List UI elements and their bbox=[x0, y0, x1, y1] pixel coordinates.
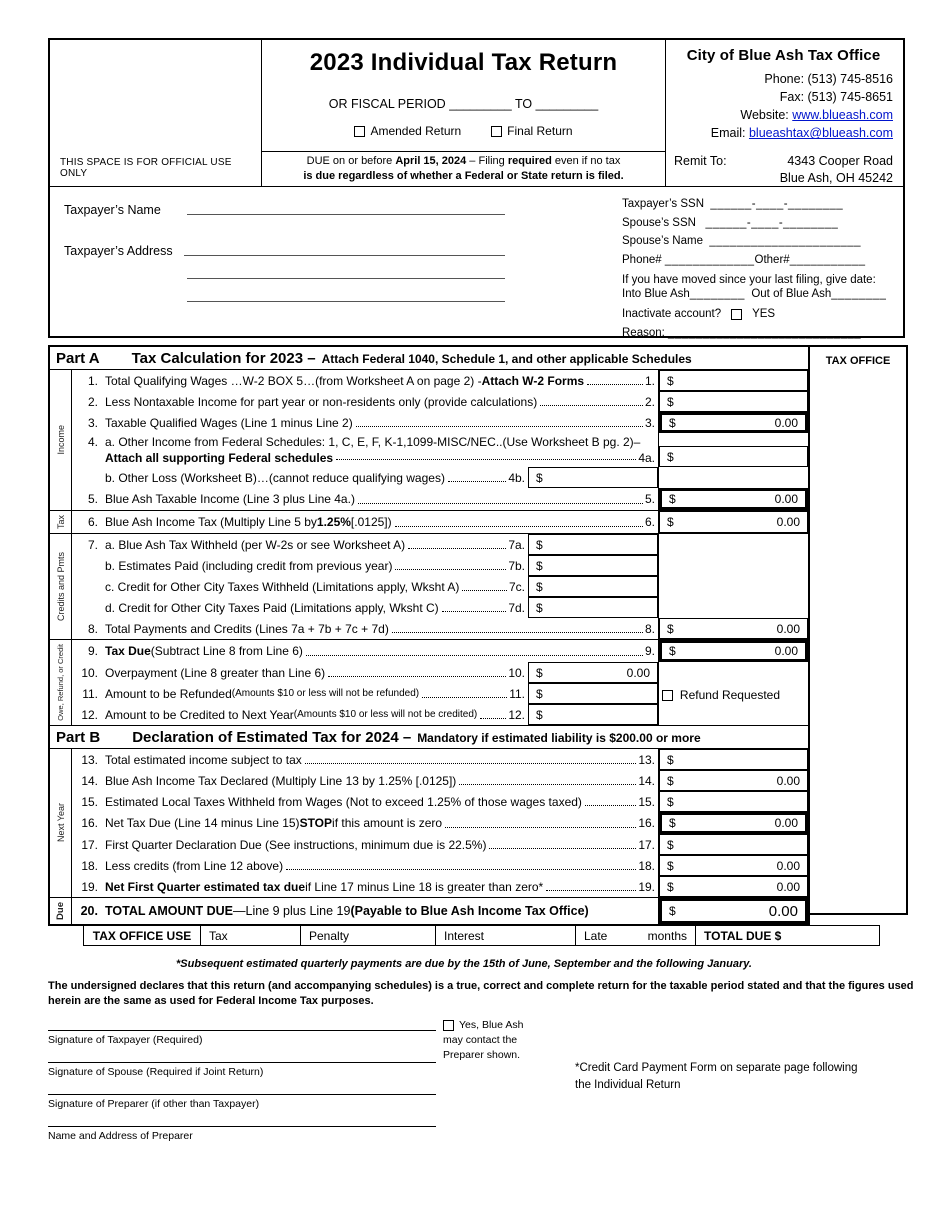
dotted-leader bbox=[286, 869, 636, 870]
dotted-leader bbox=[306, 655, 643, 656]
line-7d-amount-field[interactable] bbox=[528, 597, 658, 618]
line-7a-amount-field[interactable] bbox=[528, 534, 658, 555]
dotted-leader bbox=[459, 784, 636, 785]
form-title: 2023 Individual Tax Return bbox=[309, 49, 618, 76]
credits-group bbox=[50, 534, 808, 640]
line-3-amount-field[interactable]: $ 0.00 bbox=[659, 412, 808, 433]
line-19-row: 19. Net First Quarter estimated tax due if Line 17 minus Line 18 is greater than zero* 19. $ 0.00 bbox=[72, 876, 808, 897]
form-header-box bbox=[48, 38, 905, 338]
preparer-name-address-label: Name and Address of Preparer bbox=[48, 1130, 193, 1142]
quarterly-payment-footnote: *Subsequent estimated quarterly payments are due by the 15th of June, September and the following January. bbox=[175, 958, 752, 970]
dollar-sign: $ bbox=[667, 373, 674, 388]
part-a-header: Part A Tax Calculation for 2023 – Attach Federal 1040, Schedule 1, and other applicable Schedules bbox=[50, 347, 808, 370]
line-8-row: 8. Total Payments and Credits (Lines 7a + 7b + 7c + 7d) 8. $ 0.00 bbox=[72, 618, 808, 639]
line-6-row: 6. Blue Ash Income Tax (Multiply Line 5 by 1.25% [.0125]) 6. $ 0.00 bbox=[72, 511, 808, 533]
dotted-leader bbox=[587, 384, 643, 385]
line-5-row: 5. Blue Ash Taxable Income (Line 3 plus Line 4a.) 5. $ 0.00 bbox=[72, 488, 808, 510]
dollar-sign: $ bbox=[667, 752, 674, 767]
phone-line: Phone# _____________Other#___________ bbox=[622, 253, 866, 266]
tax-office-use-table bbox=[83, 925, 880, 946]
next-year-group bbox=[50, 749, 808, 898]
line-4a-amount-field[interactable] bbox=[659, 446, 808, 467]
taxpayer-name-field[interactable] bbox=[187, 201, 505, 215]
credits-rail-label: Credits and Pmts bbox=[50, 534, 72, 639]
signature-taxpayer-line[interactable] bbox=[48, 1030, 436, 1046]
dotted-leader bbox=[462, 590, 507, 591]
spouse-ssn-line: Spouse’s SSN ______-____-________ bbox=[622, 216, 839, 229]
dollar-sign: $ bbox=[536, 686, 543, 701]
line-2-row: 2. Less Nontaxable Income for part year or non-residents only (provide calculations) 2. $ bbox=[72, 391, 808, 412]
line-7a-row: 7. a. Blue Ash Tax Withheld (per W-2s or see Worksheet A) 7a. $ bbox=[72, 534, 808, 555]
due-group bbox=[50, 898, 808, 924]
final-return-label: Final Return bbox=[507, 124, 573, 138]
header-title-cell bbox=[262, 40, 666, 186]
amended-return-checkbox[interactable] bbox=[354, 126, 365, 137]
fiscal-start-blank[interactable]: _________ bbox=[449, 97, 512, 111]
dotted-leader bbox=[442, 611, 507, 612]
dollar-sign: $ bbox=[667, 394, 674, 409]
line-16-amount-field[interactable]: $ 0.00 bbox=[659, 812, 808, 834]
line-10-row: 10. Overpayment (Line 8 greater than Line 6) 10. $ 0.00 bbox=[72, 662, 808, 683]
signature-spouse-label: Signature of Spouse (Required if Joint Return) bbox=[48, 1066, 264, 1078]
interest-cell[interactable]: Interest bbox=[436, 926, 576, 945]
office-website-line: Website: www.blueash.com bbox=[740, 108, 893, 123]
dotted-leader bbox=[395, 569, 506, 570]
line-17-row: 17. First Quarter Declaration Due (See instructions, minimum due is 22.5%) 17. $ bbox=[72, 834, 808, 855]
line-10-amount-field[interactable]: $ 0.00 bbox=[528, 662, 658, 683]
preparer-name-address-line[interactable] bbox=[48, 1126, 436, 1142]
final-return-option bbox=[491, 124, 572, 138]
line-7c-amount-field[interactable] bbox=[528, 576, 658, 597]
dotted-leader bbox=[546, 890, 636, 891]
taxpayer-ssn-line: Taxpayer’s SSN ______-____-________ bbox=[622, 198, 844, 210]
dollar-sign: $ bbox=[536, 558, 543, 573]
dollar-sign: $ bbox=[669, 415, 676, 430]
line-3-row: 3. Taxable Qualified Wages (Line 1 minus Line 2) 3. $ 0.00 bbox=[72, 412, 808, 433]
dotted-leader bbox=[356, 426, 643, 427]
spouse-name-field[interactable]: ______________________ bbox=[709, 235, 862, 248]
late-months-cell[interactable]: Late months bbox=[576, 926, 696, 945]
dollar-sign: $ bbox=[669, 816, 676, 830]
moved-note: If you have moved since your last filing, give date: Into Blue Ash________ Out of Blue Ash________ bbox=[622, 273, 887, 300]
income-group bbox=[50, 370, 808, 511]
final-return-checkbox[interactable] bbox=[491, 126, 502, 137]
dollar-sign: $ bbox=[667, 621, 674, 636]
dollar-sign: $ bbox=[536, 707, 543, 722]
line-1-row: 1. Total Qualifying Wages …W-2 BOX 5…(from Worksheet A on page 2) - Attach W-2 Forms 1. $ bbox=[72, 370, 808, 391]
dollar-sign: $ bbox=[667, 773, 674, 788]
tax-office-column bbox=[810, 345, 908, 915]
line-13-amount-field[interactable] bbox=[659, 749, 808, 770]
due-rail-label: Due bbox=[50, 898, 72, 924]
dollar-sign: $ bbox=[667, 858, 674, 873]
line-4b-amount-field[interactable] bbox=[528, 467, 658, 488]
line-14-amount-field[interactable]: $ 0.00 bbox=[659, 770, 808, 791]
signature-preparer-label: Signature of Preparer (if other than Taxpayer) bbox=[48, 1098, 260, 1110]
tax-calculation-box bbox=[48, 345, 810, 926]
income-rail-label: Income bbox=[50, 370, 72, 510]
taxpayer-address-field-3[interactable] bbox=[187, 288, 505, 302]
tax-group bbox=[50, 511, 808, 534]
dollar-sign: $ bbox=[669, 904, 676, 918]
line-6-amount-field[interactable]: $ 0.00 bbox=[659, 511, 808, 533]
line-19-amount-field[interactable]: $ 0.00 bbox=[659, 876, 808, 897]
tax-rail-label: Tax bbox=[50, 511, 72, 533]
part-b-header: Part B Declaration of Estimated Tax for 2024 – Mandatory if estimated liability is $200.00 or more bbox=[50, 726, 808, 749]
dotted-leader bbox=[489, 848, 636, 849]
office-name: City of Blue Ash Tax Office bbox=[686, 47, 881, 64]
line-18-amount-field[interactable]: $ 0.00 bbox=[659, 855, 808, 876]
taxpayer-address-field-1[interactable] bbox=[184, 242, 505, 256]
moved-out-field[interactable]: ________ bbox=[831, 287, 887, 300]
dollar-sign: $ bbox=[536, 600, 543, 615]
dotted-leader bbox=[480, 718, 506, 719]
line-2-amount-field[interactable] bbox=[659, 391, 808, 412]
line-4a-row: 4. a. Other Income from Federal Schedules: 1, C, E, F, K-1,1099-MISC/NEC..(Use Worksheet B pg. 2)– Attach all supporting Federal schedules 4a. $ bbox=[72, 433, 808, 467]
line-16-row: 16. Net Tax Due (Line 14 minus Line 15) STOP if this amount is zero 16. $ 0.00 bbox=[72, 812, 808, 834]
dotted-leader bbox=[585, 805, 636, 806]
taxpayer-right-block bbox=[622, 195, 898, 343]
dollar-sign: $ bbox=[669, 644, 676, 658]
dollar-sign: $ bbox=[536, 665, 543, 680]
remit-label: Remit To: bbox=[674, 153, 727, 168]
taxpayer-address-field-2[interactable] bbox=[187, 265, 505, 279]
line-14-row: 14. Blue Ash Income Tax Declared (Multiply Line 13 by 1.25% [.0125]) 14. $ 0.00 bbox=[72, 770, 808, 791]
office-fax: Fax: (513) 745-8651 bbox=[779, 90, 893, 105]
header-top-row bbox=[50, 40, 903, 187]
remit-address: 4343 Cooper Road Blue Ash, OH 45242 bbox=[779, 153, 893, 185]
preparer-contact-consent: Yes, Blue Ash may contact the Preparer shown. bbox=[443, 1019, 524, 1062]
dollar-sign: $ bbox=[667, 879, 674, 894]
inactivate-yes-label: YES bbox=[752, 308, 776, 321]
inactivate-line: Inactivate account? YES bbox=[622, 305, 898, 324]
office-email-line: Email: blueashtax@blueash.com bbox=[710, 126, 893, 141]
line-15-amount-field[interactable] bbox=[659, 791, 808, 812]
moved-into-field[interactable]: ________ bbox=[689, 287, 745, 300]
line-7d-row: d. Credit for Other City Taxes Paid (Limitations apply, Wksht C) 7d. $ bbox=[72, 597, 808, 618]
signature-preparer-line[interactable] bbox=[48, 1094, 436, 1110]
next-year-rail-label: Next Year bbox=[50, 749, 72, 897]
line-20-row: 20. TOTAL AMOUNT DUE —Line 9 plus Line 19 (Payable to Blue Ash Income Tax Office) $ 0.00 bbox=[72, 898, 808, 924]
line-9-amount-field[interactable]: $ 0.00 bbox=[659, 640, 808, 662]
declaration-text: The undersigned declares that this return (and accompanying schedules) is a true, correct and complete return for the taxable period stated and that the figures used herein are the same as used for Federal Income Tax purposes. bbox=[48, 980, 914, 1007]
tax-cell[interactable]: Tax bbox=[201, 926, 301, 945]
fiscal-end-blank[interactable]: _________ bbox=[535, 97, 599, 111]
dollar-sign: $ bbox=[667, 794, 674, 809]
dollar-sign: $ bbox=[667, 449, 674, 464]
owe-refund-group bbox=[50, 640, 808, 726]
line-7b-amount-field[interactable] bbox=[528, 555, 658, 576]
dollar-sign: $ bbox=[667, 515, 674, 529]
other-phone-field[interactable]: ___________ bbox=[789, 253, 866, 266]
spouse-ssn-field[interactable]: ______-____-________ bbox=[705, 216, 839, 229]
line-17-amount-field[interactable] bbox=[659, 834, 808, 855]
preparer-contact-checkbox[interactable] bbox=[443, 1020, 454, 1031]
dollar-sign: $ bbox=[536, 470, 543, 485]
website-link[interactable]: www.blueash.com bbox=[792, 108, 893, 123]
fiscal-label: OR FISCAL PERIOD bbox=[328, 97, 446, 111]
amended-return-label: Amended Return bbox=[370, 124, 462, 138]
owe-rail-label: Owe, Refund, or Credit bbox=[50, 640, 72, 725]
line-9-row: 9. Tax Due (Subtract Line 8 from Line 6) 9. $ 0.00 bbox=[72, 640, 808, 662]
line-20-amount-field[interactable]: $ 0.00 bbox=[659, 898, 808, 924]
amended-return-option bbox=[354, 124, 461, 138]
penalty-cell[interactable]: Penalty bbox=[301, 926, 436, 945]
line-15-row: 15. Estimated Local Taxes Withheld from Wages (Not to exceed 1.25% of those wages taxed) 15. $ bbox=[72, 791, 808, 812]
dotted-leader bbox=[540, 405, 643, 406]
official-use-text: THIS SPACE IS FOR OFFICIAL USE ONLY bbox=[60, 157, 232, 179]
line-7b-row: b. Estimates Paid (including credit from previous year) 7b. $ bbox=[72, 555, 808, 576]
signature-taxpayer-label: Signature of Taxpayer (Required) bbox=[48, 1034, 203, 1046]
dotted-leader bbox=[358, 503, 643, 504]
line-5-amount-field[interactable]: $ 0.00 bbox=[659, 488, 808, 510]
line-18-row: 18. Less credits (from Line 12 above) 18. $ 0.00 bbox=[72, 855, 808, 876]
tax-office-column-label: TAX OFFICE bbox=[825, 355, 891, 367]
inactivate-yes-checkbox[interactable] bbox=[731, 309, 742, 320]
dotted-leader bbox=[336, 459, 636, 460]
line-11-amount-field[interactable] bbox=[528, 683, 658, 704]
dotted-leader bbox=[305, 763, 637, 764]
remit-to-block bbox=[674, 153, 893, 188]
spouse-name-line: Spouse’s Name ______________________ bbox=[622, 235, 862, 248]
line-4b-row: b. Other Loss (Worksheet B)…(cannot reduce qualifying wages) 4b. $ bbox=[72, 467, 808, 488]
dollar-sign: $ bbox=[669, 492, 676, 506]
reason-line: Reason: ____________________________ bbox=[622, 326, 862, 339]
dotted-leader bbox=[408, 548, 506, 549]
signature-spouse-line[interactable] bbox=[48, 1062, 436, 1078]
total-due-cell[interactable]: TOTAL DUE $ bbox=[704, 928, 782, 943]
official-use-cell bbox=[50, 40, 262, 186]
dotted-leader bbox=[448, 481, 506, 482]
line-7c-row: c. Credit for Other City Taxes Withheld (Limitations apply, Wksht A) 7c. $ bbox=[72, 576, 808, 597]
refund-requested-checkbox[interactable] bbox=[662, 690, 673, 701]
taxpayer-name-label: Taxpayer’s Name bbox=[64, 203, 161, 217]
refund-requested-option bbox=[662, 688, 780, 702]
dotted-leader bbox=[395, 526, 643, 527]
credit-card-note: *Credit Card Payment Form on separate page following the Individual Return bbox=[575, 1062, 858, 1092]
refund-requested-label: Refund Requested bbox=[679, 688, 780, 702]
line-8-amount-field[interactable]: $ 0.00 bbox=[659, 618, 808, 639]
dotted-leader bbox=[328, 676, 506, 677]
dotted-leader bbox=[445, 827, 636, 828]
taxpayer-info-section bbox=[50, 187, 903, 338]
email-link[interactable]: blueashtax@blueash.com bbox=[748, 126, 893, 141]
tax-office-contact-cell bbox=[666, 40, 903, 186]
taxpayer-ssn-field[interactable]: ______-____-________ bbox=[710, 198, 844, 210]
dotted-leader bbox=[422, 697, 507, 698]
line-13-row: 13. Total estimated income subject to tax 13. $ bbox=[72, 749, 808, 770]
reason-field[interactable]: ____________________________ bbox=[668, 326, 862, 339]
dotted-leader bbox=[392, 632, 643, 633]
line-11-row: 11. Amount to be Refunded (Amounts $10 or less will not be refunded) 11. $ bbox=[72, 683, 808, 704]
line-1-amount-field[interactable] bbox=[659, 370, 808, 391]
dollar-sign: $ bbox=[536, 537, 543, 552]
dollar-sign: $ bbox=[667, 837, 674, 852]
line-12-row: 12. Amount to be Credited to Next Year (Amounts $10 or less will not be credited) 12. $ bbox=[72, 704, 808, 725]
fiscal-to-label: TO bbox=[515, 97, 533, 111]
office-phone: Phone: (513) 745-8516 bbox=[764, 72, 893, 86]
fiscal-period-line bbox=[262, 97, 665, 111]
tax-office-use-header: TAX OFFICE USE bbox=[84, 926, 201, 945]
taxpayer-address-label: Taxpayer’s Address bbox=[64, 244, 173, 258]
line-12-amount-field[interactable] bbox=[528, 704, 658, 725]
dollar-sign: $ bbox=[536, 579, 543, 594]
due-notice: DUE on or before April 15, 2024 – Filing required even if no tax is due regardless of whether a Federal or State return is filed. bbox=[262, 151, 665, 186]
phone-field[interactable]: _____________ bbox=[664, 253, 755, 266]
